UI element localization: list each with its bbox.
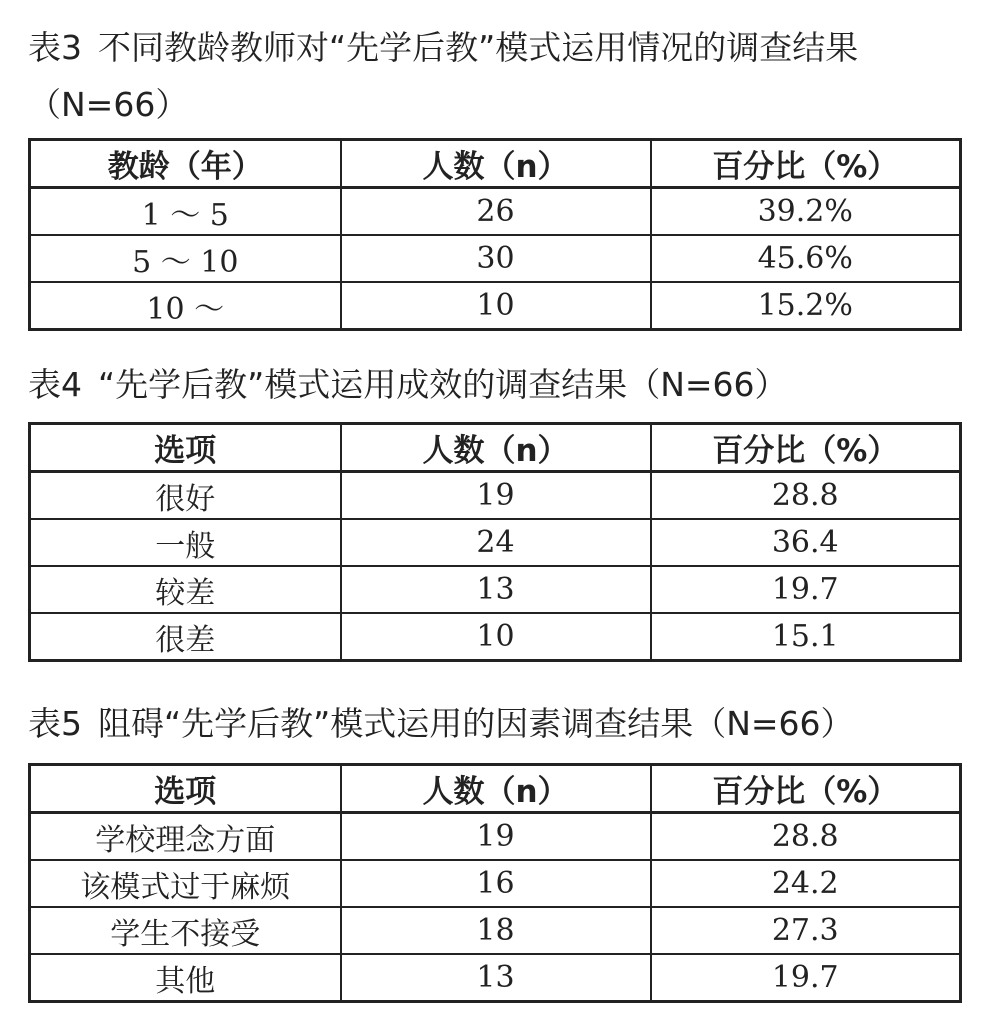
table5-header-row xyxy=(30,765,961,813)
table5-cell: 18 xyxy=(341,907,651,954)
table4-cell: 36.4 xyxy=(651,519,961,566)
table4-cell: 24 xyxy=(341,519,651,566)
table5-title: 阻碍“先学后教”模式运用的因素调查结果（N=66） xyxy=(98,704,854,743)
table5-row xyxy=(30,813,961,861)
table4-caption xyxy=(28,365,788,405)
table4-cell: 一般 xyxy=(30,519,341,566)
table4-header-cell: 人数（n） xyxy=(341,424,651,472)
table3-header-row xyxy=(30,140,961,188)
table5-caption xyxy=(28,704,854,744)
table3-row xyxy=(30,188,961,236)
table3-cell: 1 ～ 5 xyxy=(30,188,341,236)
table5-number: 表5 xyxy=(28,704,82,743)
table3-header-cell: 人数（n） xyxy=(341,140,651,188)
table5-row xyxy=(30,860,961,907)
table4-cell: 很差 xyxy=(30,613,341,661)
table4-cell: 28.8 xyxy=(651,472,961,520)
table5-cell: 学校理念方面 xyxy=(30,813,341,861)
table3 xyxy=(28,138,962,331)
table4-header-cell: 选项 xyxy=(30,424,341,472)
table4 xyxy=(28,422,962,662)
table3-cell: 10 xyxy=(341,282,651,330)
table3-caption xyxy=(28,28,858,68)
table3-title: 不同教龄教师对“先学后教”模式运用情况的调查结果 xyxy=(98,28,859,67)
table5-cell: 学生不接受 xyxy=(30,907,341,954)
table5-cell: 28.8 xyxy=(651,813,961,861)
table4-number: 表4 xyxy=(28,365,82,404)
table5-header-cell: 百分比（%） xyxy=(651,765,961,813)
table5-header-cell: 人数（n） xyxy=(341,765,651,813)
table5-header-cell: 选项 xyxy=(30,765,341,813)
table4-row xyxy=(30,613,961,661)
table4-cell: 较差 xyxy=(30,566,341,613)
table3-sample-size: （N=66） xyxy=(28,85,189,124)
table3-cell: 10 ～ xyxy=(30,282,341,330)
table3-header-cell: 教龄（年） xyxy=(30,140,341,188)
table3-cell: 45.6% xyxy=(651,235,961,282)
table4-cell: 10 xyxy=(341,613,651,661)
table5-cell: 该模式过于麻烦 xyxy=(30,860,341,907)
table3-header-cell: 百分比（%） xyxy=(651,140,961,188)
table3-cell: 30 xyxy=(341,235,651,282)
table3-cell: 5 ～ 10 xyxy=(30,235,341,282)
table5-cell: 27.3 xyxy=(651,907,961,954)
table4-title: “先学后教”模式运用成效的调查结果（N=66） xyxy=(98,365,788,404)
table5-cell: 19.7 xyxy=(651,954,961,1002)
table5-cell: 19 xyxy=(341,813,651,861)
table5-cell: 其他 xyxy=(30,954,341,1002)
table4-cell: 很好 xyxy=(30,472,341,520)
table5-row xyxy=(30,954,961,1002)
table5-cell: 13 xyxy=(341,954,651,1002)
table3-cell: 39.2% xyxy=(651,188,961,236)
table4-cell: 19.7 xyxy=(651,566,961,613)
table4-header-cell: 百分比（%） xyxy=(651,424,961,472)
table5-row xyxy=(30,907,961,954)
table3-cell: 15.2% xyxy=(651,282,961,330)
table4-row xyxy=(30,472,961,520)
table5-cell: 16 xyxy=(341,860,651,907)
table3-cell: 26 xyxy=(341,188,651,236)
table5-cell: 24.2 xyxy=(651,860,961,907)
table4-row xyxy=(30,566,961,613)
table5 xyxy=(28,763,962,1003)
table4-header-row xyxy=(30,424,961,472)
table4-cell: 15.1 xyxy=(651,613,961,661)
table4-cell: 13 xyxy=(341,566,651,613)
table3-number: 表3 xyxy=(28,28,82,67)
table4-cell: 19 xyxy=(341,472,651,520)
table4-row xyxy=(30,519,961,566)
table3-row xyxy=(30,282,961,330)
table3-row xyxy=(30,235,961,282)
